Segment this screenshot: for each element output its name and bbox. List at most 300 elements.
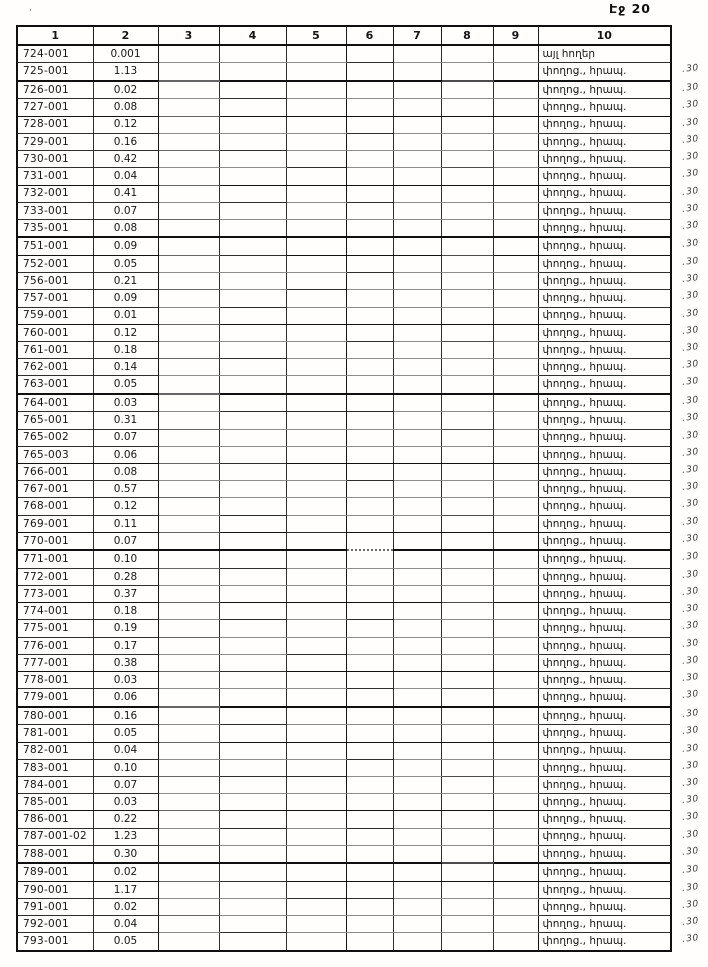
cell-empty-9 — [493, 654, 538, 671]
cell-empty-6 — [346, 341, 393, 358]
land-use-text: փողոց., հրապ. — [542, 135, 627, 148]
land-use-text: փողոց., հրապ. — [542, 918, 627, 931]
cell-empty-6 — [346, 550, 393, 568]
cell-area-value: 0.02 — [93, 81, 158, 99]
cell-land-use-note — [538, 845, 700, 863]
land-parcel-table — [16, 25, 700, 952]
cell-empty-8 — [441, 898, 493, 915]
cell-empty-3 — [158, 45, 219, 63]
cell-land-use-note — [538, 515, 700, 532]
cell-empty-5 — [286, 498, 346, 515]
cell-empty-9 — [493, 672, 538, 689]
cell-empty-8 — [441, 933, 493, 951]
cell-area-value: 0.08 — [93, 464, 158, 481]
cell-empty-4 — [219, 933, 286, 951]
table-row — [17, 446, 671, 463]
handwritten-margin-note: . 30 — [682, 169, 700, 180]
cell-empty-6 — [346, 863, 393, 881]
cell-empty-8 — [441, 637, 493, 654]
cell-empty-7 — [393, 168, 441, 185]
table-row — [17, 845, 671, 863]
cell-empty-8 — [441, 412, 493, 429]
table-row — [17, 429, 671, 446]
cell-empty-4 — [219, 654, 286, 671]
cell-parcel-id: 760-001 — [17, 324, 93, 341]
cell-land-use-note — [538, 637, 700, 654]
cell-empty-7 — [393, 116, 441, 133]
cell-empty-6 — [346, 828, 393, 845]
cell-empty-3 — [158, 568, 219, 585]
cell-area-value: 0.03 — [93, 794, 158, 811]
cell-empty-9 — [493, 359, 538, 376]
cell-parcel-id: 762-001 — [17, 359, 93, 376]
handwritten-margin-note: . 30 — [682, 847, 700, 858]
cell-empty-6 — [346, 359, 393, 376]
cell-empty-9 — [493, 237, 538, 255]
table-row — [17, 464, 671, 481]
cell-empty-5 — [286, 672, 346, 689]
cell-area-value: 0.41 — [93, 185, 158, 202]
handwritten-margin-note: . 30 — [682, 622, 700, 633]
table-row — [17, 863, 671, 881]
handwritten-margin-note: . 30 — [682, 570, 700, 581]
table-row — [17, 689, 671, 707]
table-row — [17, 725, 671, 742]
land-use-text: փողոց., հրապ. — [542, 221, 627, 234]
cell-empty-5 — [286, 45, 346, 63]
cell-empty-6 — [346, 446, 393, 463]
cell-empty-5 — [286, 168, 346, 185]
cell-empty-6 — [346, 464, 393, 481]
cell-empty-3 — [158, 672, 219, 689]
cell-empty-6 — [346, 255, 393, 272]
cell-empty-7 — [393, 446, 441, 463]
cell-land-use-note — [538, 376, 700, 394]
cell-empty-3 — [158, 654, 219, 671]
cell-empty-8 — [441, 202, 493, 219]
cell-area-value: 0.04 — [93, 916, 158, 933]
cell-empty-8 — [441, 341, 493, 358]
cell-empty-7 — [393, 898, 441, 915]
cell-empty-8 — [441, 307, 493, 324]
cell-empty-3 — [158, 464, 219, 481]
handwritten-margin-note: . 30 — [682, 761, 700, 772]
cell-empty-3 — [158, 881, 219, 898]
cell-empty-7 — [393, 412, 441, 429]
handwritten-margin-note: . 30 — [682, 204, 700, 215]
land-use-text: փողոց., հրապ. — [542, 605, 627, 618]
cell-empty-8 — [441, 532, 493, 550]
handwritten-margin-note: . 30 — [682, 690, 700, 701]
cell-empty-8 — [441, 568, 493, 585]
cell-area-value: 0.38 — [93, 654, 158, 671]
cell-empty-7 — [393, 99, 441, 116]
cell-empty-3 — [158, 237, 219, 255]
cell-land-use-note — [538, 255, 700, 272]
cell-empty-5 — [286, 881, 346, 898]
cell-parcel-id: 761-001 — [17, 341, 93, 358]
land-use-text: փողոց., հրապ. — [542, 517, 627, 530]
column-header: 9 — [493, 26, 538, 45]
cell-parcel-id: 779-001 — [17, 689, 93, 707]
cell-empty-7 — [393, 707, 441, 725]
cell-area-value: 0.10 — [93, 550, 158, 568]
cell-land-use-note — [538, 394, 700, 412]
cell-empty-4 — [219, 219, 286, 237]
cell-parcel-id: 756-001 — [17, 273, 93, 290]
cell-empty-7 — [393, 341, 441, 358]
cell-land-use-note — [538, 359, 700, 376]
cell-land-use-note — [538, 99, 700, 116]
cell-empty-5 — [286, 586, 346, 603]
cell-empty-9 — [493, 776, 538, 793]
cell-empty-9 — [493, 586, 538, 603]
land-use-text: փողոց., հրապ. — [542, 570, 627, 583]
cell-area-value: 0.08 — [93, 99, 158, 116]
cell-area-value: 0.12 — [93, 324, 158, 341]
cell-area-value: 0.57 — [93, 481, 158, 498]
cell-empty-5 — [286, 794, 346, 811]
cell-empty-5 — [286, 515, 346, 532]
cell-empty-8 — [441, 81, 493, 99]
cell-empty-8 — [441, 759, 493, 776]
cell-empty-7 — [393, 689, 441, 707]
cell-area-value: 0.10 — [93, 759, 158, 776]
cell-empty-6 — [346, 532, 393, 550]
cell-parcel-id: 771-001 — [17, 550, 93, 568]
cell-area-value: 0.07 — [93, 776, 158, 793]
cell-empty-9 — [493, 45, 538, 63]
column-header: 8 — [441, 26, 493, 45]
cell-empty-4 — [219, 255, 286, 272]
cell-empty-7 — [393, 725, 441, 742]
cell-area-value: 0.05 — [93, 725, 158, 742]
cell-empty-6 — [346, 219, 393, 237]
cell-empty-8 — [441, 394, 493, 412]
cell-area-value: 0.21 — [93, 273, 158, 290]
land-use-text: փողոց., հրապ. — [542, 622, 627, 635]
cell-parcel-id: 765-002 — [17, 429, 93, 446]
cell-parcel-id: 764-001 — [17, 394, 93, 412]
cell-empty-5 — [286, 845, 346, 863]
land-use-text: փողոց., հրապ. — [542, 778, 627, 791]
table-row — [17, 828, 671, 845]
cell-land-use-note — [538, 811, 700, 828]
cell-empty-9 — [493, 116, 538, 133]
cell-land-use-note — [538, 151, 700, 168]
cell-empty-6 — [346, 916, 393, 933]
table-row — [17, 81, 671, 99]
cell-empty-9 — [493, 273, 538, 290]
cell-parcel-id: 724-001 — [17, 45, 93, 63]
table-row — [17, 707, 671, 725]
cell-empty-9 — [493, 881, 538, 898]
cell-empty-7 — [393, 603, 441, 620]
handwritten-margin-note: . 30 — [682, 830, 700, 841]
table-row — [17, 151, 671, 168]
land-use-text: փողոց., հրապ. — [542, 240, 627, 253]
handwritten-margin-note: . 30 — [682, 309, 700, 320]
cell-empty-6 — [346, 307, 393, 324]
cell-empty-5 — [286, 725, 346, 742]
handwritten-margin-note: . 30 — [682, 221, 700, 232]
table-row — [17, 63, 671, 81]
cell-empty-7 — [393, 916, 441, 933]
column-header: 6 — [346, 26, 393, 45]
cell-empty-5 — [286, 185, 346, 202]
cell-empty-5 — [286, 759, 346, 776]
cell-area-value: 1.17 — [93, 881, 158, 898]
table-row — [17, 498, 671, 515]
land-use-text: փողոց., հրապ. — [542, 727, 627, 740]
table-row — [17, 168, 671, 185]
cell-empty-4 — [219, 568, 286, 585]
cell-empty-3 — [158, 324, 219, 341]
cell-parcel-id: 778-001 — [17, 672, 93, 689]
cell-empty-3 — [158, 916, 219, 933]
cell-land-use-note — [538, 603, 700, 620]
handwritten-margin-note: . 30 — [682, 500, 700, 511]
cell-empty-5 — [286, 863, 346, 881]
table-row — [17, 202, 671, 219]
cell-empty-3 — [158, 828, 219, 845]
cell-empty-6 — [346, 725, 393, 742]
table-row — [17, 237, 671, 255]
cell-area-value: 0.01 — [93, 307, 158, 324]
cell-empty-7 — [393, 255, 441, 272]
cell-parcel-id: 786-001 — [17, 811, 93, 828]
cell-empty-6 — [346, 45, 393, 63]
land-use-text: փողոց., հրապ. — [542, 204, 627, 217]
cell-area-value: 0.001 — [93, 45, 158, 63]
cell-area-value: 0.03 — [93, 672, 158, 689]
cell-empty-4 — [219, 116, 286, 133]
cell-land-use-note — [538, 725, 700, 742]
cell-parcel-id: 769-001 — [17, 515, 93, 532]
cell-empty-6 — [346, 620, 393, 637]
cell-empty-5 — [286, 133, 346, 150]
table-row — [17, 273, 671, 290]
cell-empty-8 — [441, 237, 493, 255]
cell-empty-5 — [286, 637, 346, 654]
land-use-text: փողոց., հրապ. — [542, 170, 627, 183]
cell-empty-5 — [286, 707, 346, 725]
land-use-text: փողոց., հրապ. — [542, 553, 627, 566]
handwritten-margin-note: . 30 — [682, 413, 700, 424]
cell-parcel-id: 793-001 — [17, 933, 93, 951]
cell-empty-3 — [158, 811, 219, 828]
cell-empty-6 — [346, 898, 393, 915]
cell-empty-6 — [346, 933, 393, 951]
cell-parcel-id: 774-001 — [17, 603, 93, 620]
cell-area-value: 0.09 — [93, 290, 158, 307]
cell-empty-5 — [286, 219, 346, 237]
cell-empty-3 — [158, 845, 219, 863]
cell-empty-4 — [219, 376, 286, 394]
land-use-text: փողոց., հրապ. — [542, 326, 627, 339]
cell-empty-3 — [158, 446, 219, 463]
cell-area-value: 0.28 — [93, 568, 158, 585]
cell-empty-8 — [441, 689, 493, 707]
cell-empty-5 — [286, 151, 346, 168]
table-row — [17, 742, 671, 759]
handwritten-margin-note: . 30 — [682, 274, 700, 285]
land-use-text: փողոց., հրապ. — [542, 118, 627, 131]
cell-empty-6 — [346, 81, 393, 99]
cell-land-use-note — [538, 689, 700, 707]
cell-empty-3 — [158, 898, 219, 915]
cell-empty-3 — [158, 863, 219, 881]
cell-empty-5 — [286, 532, 346, 550]
cell-empty-7 — [393, 63, 441, 81]
cell-empty-9 — [493, 550, 538, 568]
cell-empty-4 — [219, 45, 286, 63]
table-row — [17, 776, 671, 793]
cell-empty-8 — [441, 290, 493, 307]
cell-parcel-id: 763-001 — [17, 376, 93, 394]
cell-empty-4 — [219, 742, 286, 759]
handwritten-margin-note: . 30 — [682, 795, 700, 806]
table-row — [17, 99, 671, 116]
table-row — [17, 133, 671, 150]
cell-empty-7 — [393, 394, 441, 412]
cell-empty-6 — [346, 742, 393, 759]
column-header: 1 — [17, 26, 93, 45]
cell-area-value: 0.12 — [93, 498, 158, 515]
cell-parcel-id: 770-001 — [17, 532, 93, 550]
cell-empty-4 — [219, 429, 286, 446]
handwritten-margin-note: . 30 — [682, 135, 700, 146]
handwritten-margin-note: . 30 — [682, 604, 700, 615]
cell-empty-8 — [441, 446, 493, 463]
page-number-label: Էջ 20 — [608, 1, 651, 16]
cell-area-value: 0.17 — [93, 637, 158, 654]
cell-parcel-id: 789-001 — [17, 863, 93, 881]
cell-empty-3 — [158, 307, 219, 324]
cell-parcel-id: 765-001 — [17, 412, 93, 429]
handwritten-margin-note: . 30 — [682, 482, 700, 493]
cell-empty-6 — [346, 637, 393, 654]
cell-land-use-note — [538, 324, 700, 341]
cell-parcel-id: 785-001 — [17, 794, 93, 811]
handwritten-margin-note: . 30 — [682, 378, 700, 389]
handwritten-margin-note: . 30 — [682, 917, 700, 928]
cell-empty-6 — [346, 412, 393, 429]
cell-empty-9 — [493, 845, 538, 863]
cell-empty-5 — [286, 412, 346, 429]
cell-empty-4 — [219, 898, 286, 915]
cell-empty-3 — [158, 394, 219, 412]
cell-empty-8 — [441, 863, 493, 881]
cell-parcel-id: 759-001 — [17, 307, 93, 324]
cell-area-value: 0.18 — [93, 341, 158, 358]
table-row — [17, 359, 671, 376]
cell-land-use-note — [538, 219, 700, 237]
cell-empty-8 — [441, 429, 493, 446]
cell-empty-6 — [346, 63, 393, 81]
cell-empty-8 — [441, 255, 493, 272]
handwritten-margin-note: . 30 — [682, 552, 700, 563]
land-use-text: փողոց., հրապ. — [542, 866, 627, 879]
cell-empty-8 — [441, 654, 493, 671]
cell-empty-8 — [441, 828, 493, 845]
cell-empty-4 — [219, 394, 286, 412]
land-use-text: փողոց., հրապ. — [542, 847, 627, 860]
cell-area-value: 0.05 — [93, 933, 158, 951]
cell-parcel-id: 728-001 — [17, 116, 93, 133]
table-row — [17, 794, 671, 811]
cell-land-use-note — [538, 341, 700, 358]
handwritten-margin-note: . 30 — [682, 673, 700, 684]
cell-empty-5 — [286, 237, 346, 255]
land-use-text: փողոց., հրապ. — [542, 361, 627, 374]
cell-empty-5 — [286, 81, 346, 99]
cell-land-use-note — [538, 446, 700, 463]
cell-empty-7 — [393, 776, 441, 793]
cell-empty-8 — [441, 515, 493, 532]
table-row — [17, 341, 671, 358]
cell-empty-6 — [346, 290, 393, 307]
cell-empty-4 — [219, 672, 286, 689]
cell-land-use-note — [538, 116, 700, 133]
land-use-text: փողոց., հրապ. — [542, 639, 627, 652]
cell-empty-8 — [441, 219, 493, 237]
land-use-text: փողոց., հրապ. — [542, 309, 627, 322]
cell-empty-7 — [393, 45, 441, 63]
land-use-text: փողոց., հրապ. — [542, 83, 627, 96]
land-use-text: փողոց., հրապ. — [542, 396, 627, 409]
cell-empty-4 — [219, 725, 286, 742]
cell-empty-7 — [393, 498, 441, 515]
cell-empty-4 — [219, 133, 286, 150]
cell-empty-3 — [158, 255, 219, 272]
cell-empty-4 — [219, 689, 286, 707]
cell-area-value: 0.07 — [93, 532, 158, 550]
handwritten-margin-note: . 30 — [682, 240, 700, 251]
cell-empty-3 — [158, 603, 219, 620]
table-row — [17, 672, 671, 689]
cell-empty-6 — [346, 881, 393, 898]
cell-empty-3 — [158, 359, 219, 376]
cell-empty-8 — [441, 464, 493, 481]
cell-empty-5 — [286, 742, 346, 759]
cell-empty-8 — [441, 273, 493, 290]
handwritten-margin-note: . 30 — [682, 431, 700, 442]
cell-land-use-note — [538, 81, 700, 99]
table-row — [17, 654, 671, 671]
cell-area-value: 1.23 — [93, 828, 158, 845]
cell-empty-4 — [219, 759, 286, 776]
cell-parcel-id: 787-001-02 — [17, 828, 93, 845]
cell-empty-4 — [219, 324, 286, 341]
cell-empty-9 — [493, 324, 538, 341]
cell-land-use-note — [538, 672, 700, 689]
handwritten-margin-note: . 30 — [682, 656, 700, 667]
cell-area-value: 0.42 — [93, 151, 158, 168]
cell-empty-5 — [286, 202, 346, 219]
table-row — [17, 394, 671, 412]
cell-empty-8 — [441, 794, 493, 811]
cell-parcel-id: 730-001 — [17, 151, 93, 168]
cell-empty-9 — [493, 446, 538, 463]
cell-empty-3 — [158, 498, 219, 515]
cell-empty-7 — [393, 845, 441, 863]
cell-empty-8 — [441, 185, 493, 202]
cell-empty-9 — [493, 603, 538, 620]
cell-empty-3 — [158, 586, 219, 603]
cell-empty-8 — [441, 63, 493, 81]
cell-empty-5 — [286, 341, 346, 358]
